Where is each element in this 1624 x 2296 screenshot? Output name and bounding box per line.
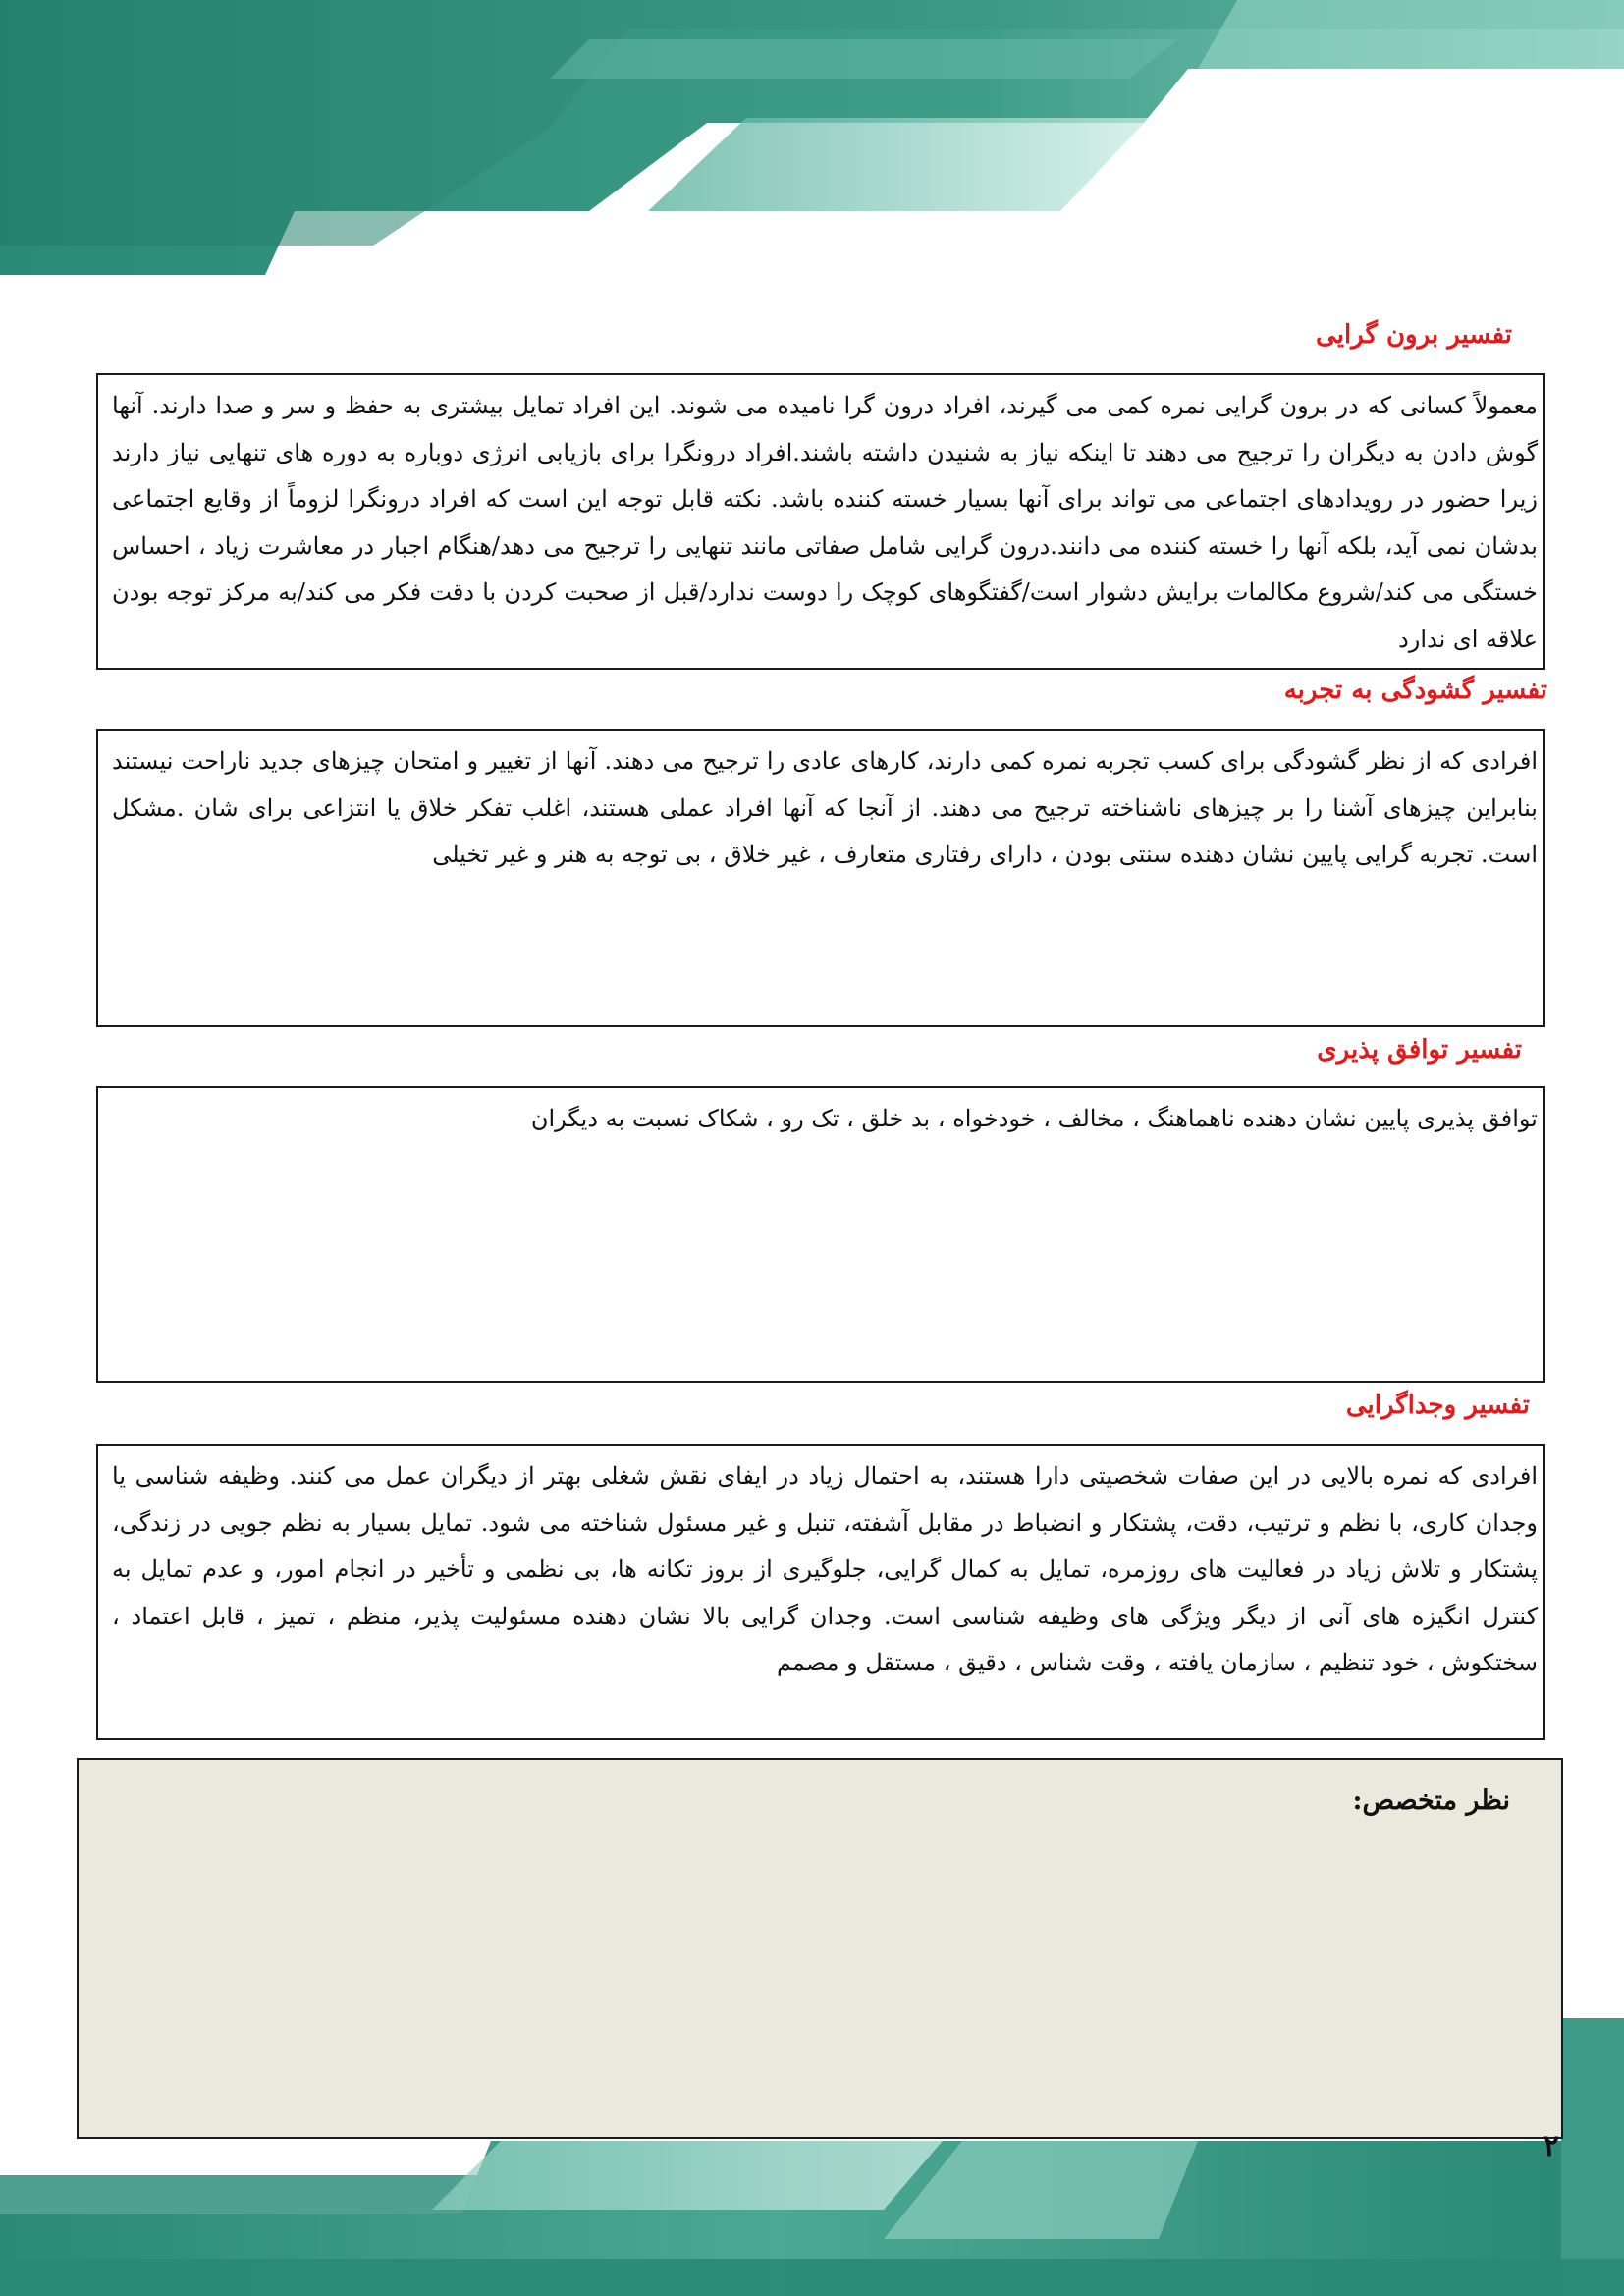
conscientiousness-title: تفسیر وجداگرایی (1345, 1391, 1530, 1420)
openness-box (96, 729, 1545, 1027)
agreeableness-box (96, 1086, 1545, 1383)
conscientiousness-text: افرادی که نمره بالایی در این صفات شخصیتی دارا هستند، به احتمال زیاد در ایفای نقش شغلی بهتر از دیگران عمل می کنند. وظیفه شناسی یا وجدان کاری، با نظم و ترتیب، دقت، پشتکار و انضباط در مقابل آشفته، تنبل و غیر مسئول شناخته می شود. تمایل بسیار به نظم جویی در زندگی، پشتکار و تلاش زیاد در فعالیت های روزمره، تمایل به کمال گرایی، جلوگیری از بروز تکانه ها، بی نظمی و تأخیر در انجام امور، و عدم تمایل به کنترل انگیزه های آنی از دیگر ویژگی های وظیفه شناسی است. وجدان گرایی بالا نشان دهنده مسئولیت پذیر، منظم ، تمیز ، قابل اعتماد ، سختکوش ، خود تنظیم ، سازمان یافته ، وقت شناس ، دقیق ، مستقل و مصمم (112, 1462, 1539, 1676)
openness-text: افرادی که از نظر گشودگی برای کسب تجربه نمره کمی دارند، کارهای عادی را ترجیح می دهند. آنها از تغییر و امتحان چیزهای جدید ناراحت نیستند بنابراین چیزهای آشنا را بر چیزهای ناشناخته ترجیح می دهند. از آنجا که آنها افراد عملی هستند، اغلب تفکر خلاق یا انتزاعی برای شان .مشکل است. تجربه گرایی پایین نشان دهنده سنتی بودن ، دارای رفتاری متعارف ، غیر خلاق ، بی توجه به هنر و غیر تخیلی (112, 747, 1538, 868)
agreeableness-title: تفسیر توافق پذیری (1317, 1035, 1522, 1065)
openness-title: تفسیر گشودگی به تجربه (1283, 676, 1547, 705)
agreeableness-text: توافق پذیری پایین نشان دهنده ناهماهنگ ، مخالف ، خودخواه ، بد خلق ، تک رو ، شکاک نسبت به دیگران (530, 1105, 1538, 1132)
page-number: ۲ (1543, 2129, 1559, 2163)
expert-opinion-label: نظر متخصص: (1352, 1785, 1510, 1816)
header-decoration (0, 0, 1624, 280)
extraversion-box (96, 373, 1545, 670)
expert-opinion-box[interactable] (77, 1758, 1563, 2139)
extraversion-title: تفسیر برون گرایی (1316, 320, 1512, 350)
conscientiousness-box (96, 1444, 1545, 1740)
extraversion-text: معمولاً کسانی که در برون گرایی نمره کمی می گیرند، افراد درون گرا نامیده می شوند. این افراد تمایل بیشتری به حفظ و سر و صدا دارند. آنها گوش دادن به دیگران را ترجیح می دهند تا اینکه نیاز به شنیدن داشته باشند.افراد درونگرا برای بازیابی انرژی دوباره به دوره های تنهایی نیاز دارند زیرا حضور در رویدادهای اجتماعی می تواند برای آنها بسیار خسته کننده باشد. نکته قابل توجه این است که افراد درونگرا لزوماً از وقایع اجتماعی بدشان نمی آید، بلکه آنها را خسته کننده می دانند.درون گرایی شامل صفاتی مانند تنهایی را ترجیح می دهد/هنگام اجبار در معاشرت زیاد ، احساس خستگی می کند/شروع مکالمات برایش دشوار است/گفتگوهای کوچک را دوست ندارد/قبل از صحبت کردن با دقت فکر می کند/به مرکز توجه بودن علاقه ای ندارد (112, 392, 1538, 653)
